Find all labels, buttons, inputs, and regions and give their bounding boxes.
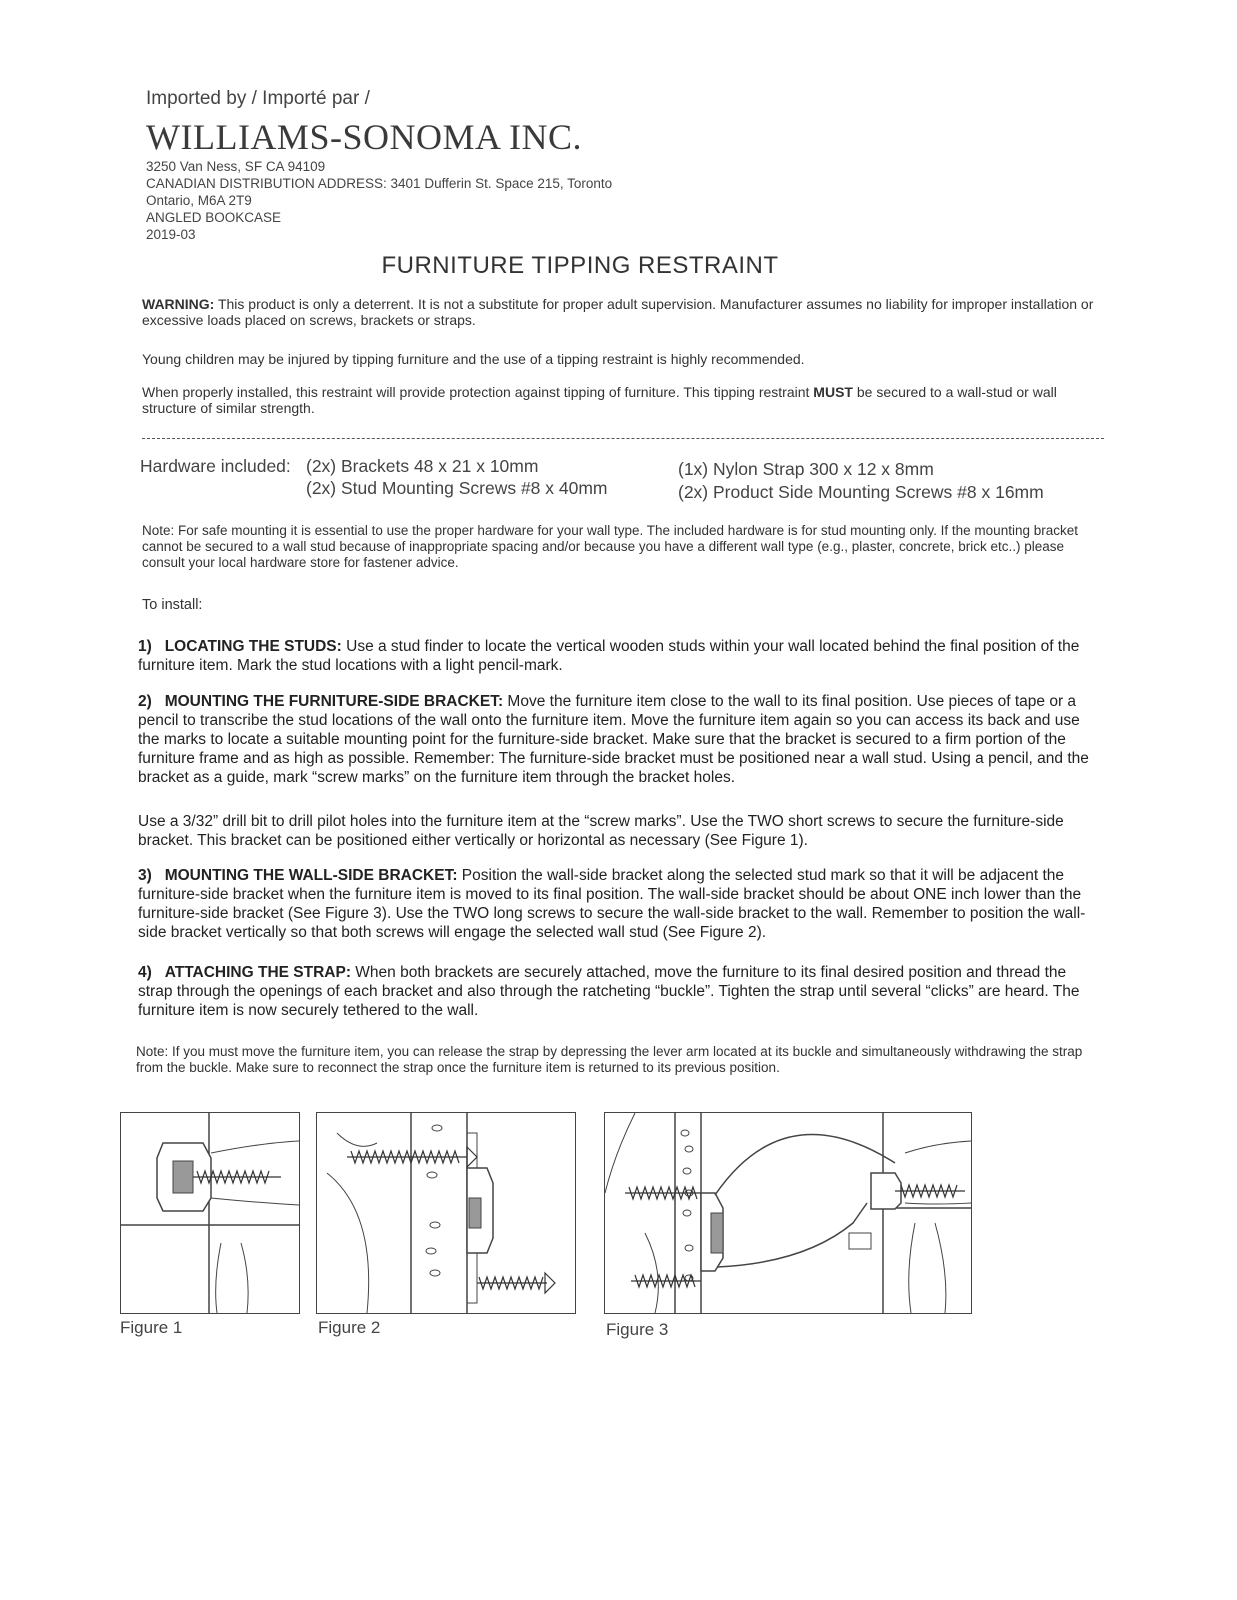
step-number: 4) [138,964,152,981]
hardware-item: (2x) Product Side Mounting Screws #8 x 16mm [678,482,1044,502]
step-2 [138,692,1104,787]
install-note [142,384,1102,416]
importer-label: Imported by / Importé par / [146,88,370,109]
step-text: Position the wall-side bracket along the selected stud mark so that it will be adjacent the furniture-side bracket when the furniture item is moved to its final position. The wall-side bracket should be about ONE inch lower than the furniture-side bracket (See Figure 3). Use the TWO long screws to secure the wall-side bracket to the wall. Remember to position the wall-side bracket vertically so that both screws will engage the selected wall stud (See Figure 2). [138,867,1086,941]
step-3 [138,866,1104,942]
step-2-continued: Use a 3/32” drill bit to drill pilot holes into the furniture item at the “screw marks”. Use the TWO short screws to secure the furniture-side bracket. This bracket can be positioned either vertically or horizontal as necessary (See Figure 1). [138,813,1064,849]
step-text: Move the furniture item close to the wall to its final position. Use pieces of tape or a pencil to transcribe the stud locations of the wall onto the furniture item. Move the furniture item again so you can access its back and use the marks to locate a suitable mounting point for the furniture-side bracket. Make sure that the bracket is secured to a firm portion of the furniture frame and as high as possible. Remember: The furniture-side bracket must be positioned near a wall stud. Using a pencil, and the bracket as a guide, mark “screw marks” on the furniture item through the bracket holes. [138,693,1089,786]
company-name: WILLIAMS-SONOMA INC. [146,117,582,157]
step-heading: MOUNTING THE FURNITURE-SIDE BRACKET: [164,693,504,710]
step-4 [138,963,1104,1020]
hardware-item: (1x) Nylon Strap 300 x 12 x 8mm [678,459,934,479]
dashed-divider [142,438,1104,439]
date-code: 2019-03 [146,227,196,242]
product-name: ANGLED BOOKCASE [146,210,282,225]
figure-2-caption: Figure 2 [318,1318,381,1337]
page-title: FURNITURE TIPPING RESTRAINT [381,252,779,279]
hardware-label: Hardware included: [140,456,291,476]
step-heading: LOCATING THE STUDS: [164,638,342,655]
figure-3-image [604,1112,972,1314]
figure-2-drawing [317,1113,575,1313]
to-install-heading: To install: [142,597,203,613]
step-text: When both brackets are securely attached, move the furniture to its final desired position and thread the strap through the openings of each bracket and also through the ratcheting “buckle”. Tighten the strap until several “clicks” are heard. The furniture item is now securely tethered to the wall. [138,964,1080,1019]
warning-paragraph [142,296,1102,328]
children-note: Young children may be injured by tipping furniture and the use of a tipping restraint is highly recommended. [142,351,805,367]
hardware-note: Note: For safe mounting it is essential to use the proper hardware for your wall type. The included hardware is for stud mounting only. If the mounting bracket cannot be secured to a wall stud because of inappropriate spacing and/or because you have a different wall type (e.g., plaster, concrete, brick etc..) please consult your local hardware store for fastener advice. [142,523,1078,570]
address-line: 3250 Van Ness, SF CA 94109 [146,159,326,174]
step-number: 1) [138,638,152,655]
release-note: Note: If you must move the furniture item, you can release the strap by depressing the lever arm located at its buckle and simultaneously withdrawing the strap from the buckle. Make sure to reconnect the strap once the furniture item is returned to its previous position. [136,1044,1083,1075]
address-line: Ontario, M6A 2T9 [146,193,252,208]
warning-label: WARNING: [142,296,215,312]
step-number: 2) [138,693,152,710]
step-number: 3) [138,867,152,884]
install-note-must: MUST [813,384,853,400]
figure-3-caption: Figure 3 [606,1320,669,1339]
figure-1-drawing [121,1113,299,1313]
figure-1-image [120,1112,300,1314]
install-note-after: be secured to a wall-stud or wall structure of similar strength. [142,384,1057,416]
install-note-before: When properly installed, this restraint will provide protection against tipping of furniture. This tipping restraint [142,384,814,400]
address-line: CANADIAN DISTRIBUTION ADDRESS: 3401 Dufferin St. Space 215, Toronto [146,176,613,191]
step-text: Use a stud finder to locate the vertical wooden studs within your wall located behind the final position of the furniture item. Mark the stud locations with a light pencil-mark. [138,638,1080,674]
warning-text: This product is only a deterrent. It is not a substitute for proper adult supervision. Manufacturer assumes no liability for improper installation or excessive loads placed on screws, brackets or straps. [142,296,1094,328]
figure-3-drawing [605,1113,971,1313]
step-heading: ATTACHING THE STRAP: [164,964,351,981]
figure-2-image [316,1112,576,1314]
figure-1-caption: Figure 1 [120,1318,183,1337]
hardware-item: (2x) Stud Mounting Screws #8 x 40mm [306,478,608,498]
hardware-item: (2x) Brackets 48 x 21 x 10mm [306,456,539,476]
step-heading: MOUNTING THE WALL-SIDE BRACKET: [164,867,458,884]
step-1 [138,637,1104,675]
